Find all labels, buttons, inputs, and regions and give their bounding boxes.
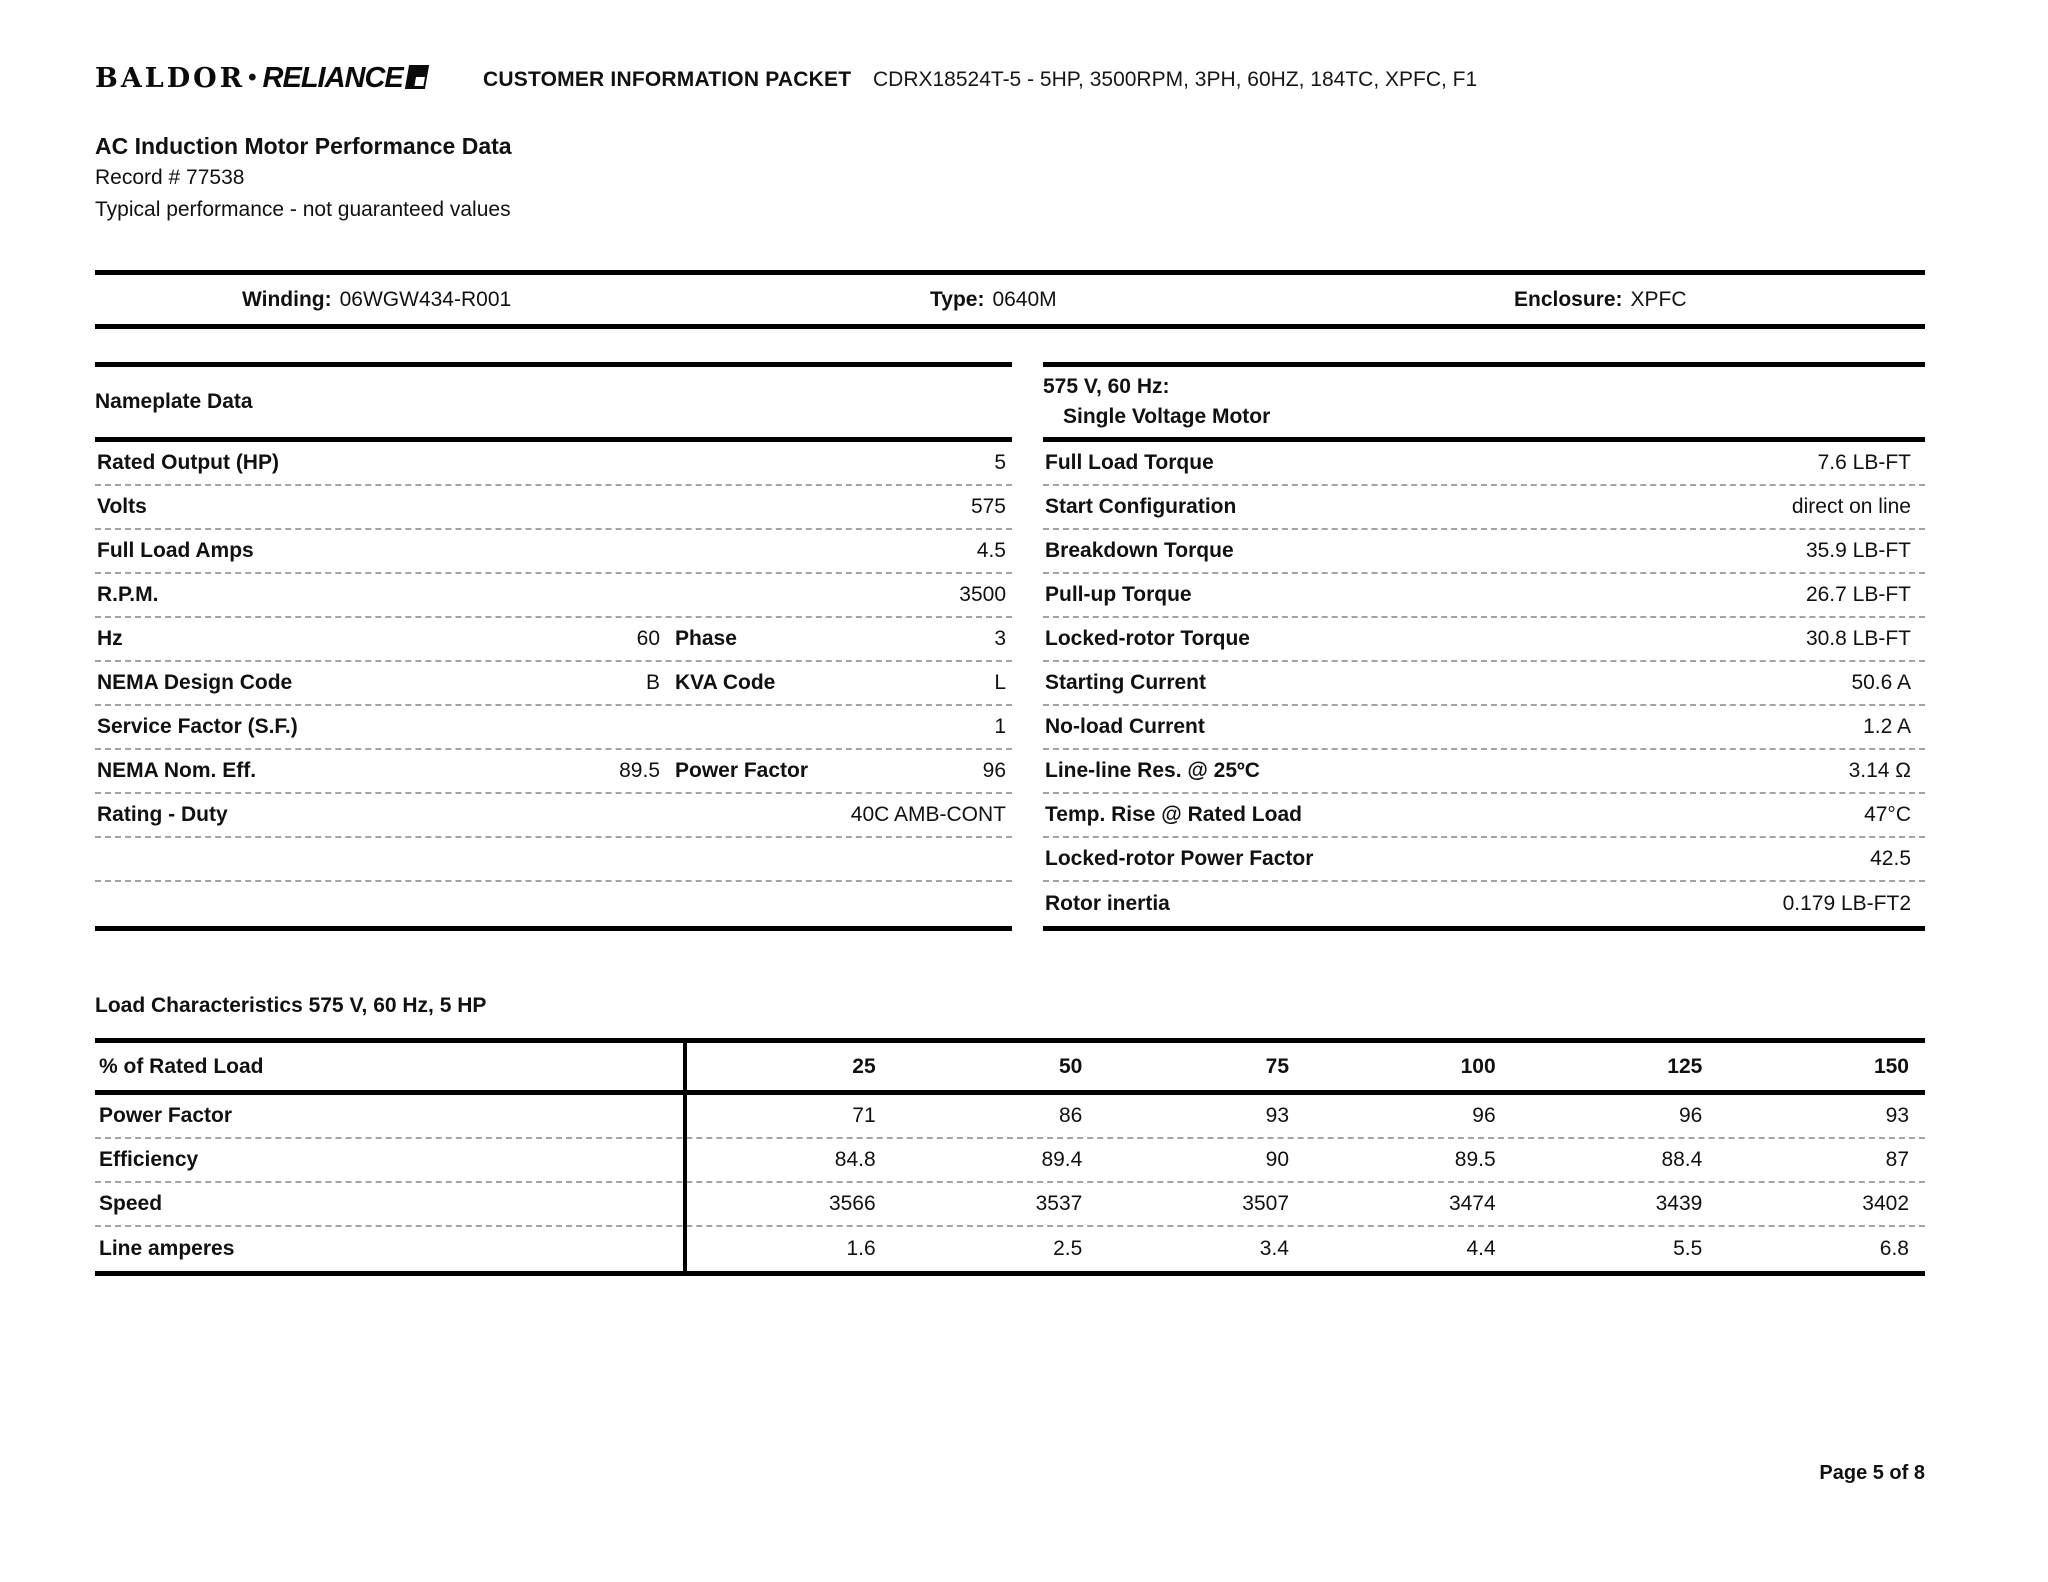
load-row-label: Power Factor [99, 1104, 233, 1127]
divider [95, 1271, 1925, 1276]
row-mid-group [660, 671, 1012, 695]
load-column-header: 75 [1265, 1054, 1289, 1078]
row-label: Start Configuration [1045, 495, 1237, 518]
row-label: Hz [97, 627, 123, 650]
performance-row [1043, 750, 1925, 794]
row-label: R.P.M. [97, 583, 159, 606]
logo-dot: • [248, 64, 257, 91]
page-number: Page 5 of 8 [1819, 1462, 1925, 1484]
load-cell: 3439 [1655, 1192, 1703, 1215]
load-cell: 3566 [828, 1192, 876, 1215]
load-cell: 1.6 [846, 1237, 876, 1260]
load-table-row [95, 1139, 1925, 1183]
row-mid-label: KVA Code [675, 671, 776, 694]
row-value: 7.6 LB-FT [1817, 451, 1911, 474]
load-cell: 93 [1885, 1104, 1909, 1127]
load-column-header: 150 [1873, 1054, 1909, 1078]
row-mid-group [660, 539, 1012, 563]
page-title: AC Induction Motor Performance Data [95, 133, 512, 159]
row-value: L [994, 671, 1006, 694]
performance-row [1043, 530, 1925, 574]
load-header-label: % of Rated Load [99, 1054, 264, 1078]
nameplate-row [95, 750, 1012, 794]
logo-baldor-text: BALDOR [95, 63, 246, 94]
load-column-header: 50 [1058, 1054, 1083, 1078]
row-mid-value: 60 [636, 627, 660, 650]
nameplate-row [95, 530, 1012, 574]
row-label: NEMA Nom. Eff. [97, 759, 257, 782]
row-label: Breakdown Torque [1045, 539, 1234, 562]
load-table-vertical-divider [683, 1038, 687, 1276]
nameplate-row [95, 706, 1012, 750]
nameplate-row [95, 662, 1012, 706]
row-mid-group [660, 583, 1012, 607]
row-value: direct on line [1791, 495, 1911, 518]
logo-reliance-text: RELIANCE [262, 62, 403, 94]
load-table-row [95, 1227, 1925, 1271]
load-cell: 87 [1885, 1148, 1909, 1171]
page-header [95, 60, 1925, 100]
load-cell: 5.5 [1673, 1237, 1703, 1260]
performance-rows [1043, 442, 1925, 926]
row-value: 30.8 LB-FT [1805, 627, 1911, 650]
load-table-rows [95, 1095, 1925, 1271]
type-field [930, 275, 1057, 324]
load-cell: 84.8 [834, 1148, 876, 1171]
load-cell: 6.8 [1879, 1237, 1909, 1260]
row-value: 47°C [1864, 803, 1911, 826]
motor-model-string: CDRX18524T-5 - 5HP, 3500RPM, 3PH, 60HZ, 184TC, XPFC, F1 [873, 68, 1478, 91]
row-label: Line-line Res. @ 25ºC [1045, 759, 1260, 782]
row-value: 1.2 A [1863, 715, 1911, 738]
performance-table-header [1043, 367, 1925, 437]
type-label: Type: [930, 287, 985, 311]
row-mid-label: Power Factor [675, 759, 809, 782]
voltage-title-line1: 575 V, 60 Hz: [1043, 375, 1170, 398]
row-label: No-load Current [1045, 715, 1205, 738]
data-tables [95, 362, 1925, 931]
performance-row [1043, 618, 1925, 662]
nameplate-row [95, 442, 1012, 486]
winding-value: 06WGW434-R001 [339, 287, 512, 311]
load-row-label: Efficiency [99, 1148, 199, 1171]
reliance-flag-icon [405, 65, 429, 89]
row-label: Rating - Duty [97, 803, 228, 826]
row-label: Pull-up Torque [1045, 583, 1192, 606]
row-value: 50.6 A [1851, 671, 1911, 694]
divider [1043, 926, 1925, 931]
row-mid-group [660, 803, 1012, 827]
performance-table [1043, 362, 1925, 931]
performance-row [1043, 486, 1925, 530]
nameplate-row [95, 618, 1012, 662]
row-value: 1 [994, 715, 1006, 738]
load-row-label: Line amperes [99, 1237, 235, 1260]
row-value: 35.9 LB-FT [1805, 539, 1911, 562]
nameplate-table-header [95, 367, 1012, 437]
row-value: 42.5 [1870, 847, 1911, 870]
nameplate-row [95, 882, 1012, 926]
baldor-reliance-logo [95, 62, 427, 95]
performance-row [1043, 574, 1925, 618]
row-label: Full Load Amps [97, 539, 254, 562]
load-characteristics-heading: Load Characteristics 575 V, 60 Hz, 5 HP [95, 994, 487, 1017]
load-cell: 89.4 [1041, 1148, 1083, 1171]
load-cell: 3474 [1448, 1192, 1496, 1215]
winding-label: Winding: [242, 287, 332, 311]
load-cell: 2.5 [1053, 1237, 1083, 1260]
load-column-header: 125 [1667, 1054, 1703, 1078]
load-table-row [95, 1183, 1925, 1227]
load-cell: 3537 [1035, 1192, 1083, 1215]
row-mid-group [660, 759, 1012, 783]
performance-row [1043, 882, 1925, 926]
row-value: 3.14 Ω [1848, 759, 1911, 782]
row-mid-group [660, 715, 1012, 739]
row-label: Service Factor (S.F.) [97, 715, 298, 738]
row-label: Full Load Torque [1045, 451, 1214, 474]
row-value: 4.5 [976, 539, 1006, 562]
load-cell: 90 [1265, 1148, 1289, 1171]
load-cell: 71 [852, 1104, 876, 1127]
record-number: Record # 77538 [95, 166, 245, 189]
performance-row [1043, 662, 1925, 706]
performance-row [1043, 442, 1925, 486]
row-value: 0.179 LB-FT2 [1782, 892, 1911, 915]
load-column-header: 100 [1460, 1054, 1496, 1078]
row-label: Volts [97, 495, 147, 518]
nameplate-row [95, 574, 1012, 618]
voltage-title-line2: Single Voltage Motor [1063, 405, 1271, 428]
load-cell: 89.5 [1454, 1148, 1496, 1171]
row-value: 3 [994, 627, 1006, 650]
row-value: 96 [982, 759, 1006, 782]
row-value: 3500 [959, 583, 1006, 606]
row-label: Rated Output (HP) [97, 451, 279, 474]
load-column-header: 25 [852, 1054, 876, 1078]
load-cell: 3507 [1242, 1192, 1289, 1215]
enclosure-value: XPFC [1630, 287, 1687, 311]
load-cell: 3.4 [1259, 1237, 1289, 1260]
load-table-row [95, 1095, 1925, 1139]
row-value: 26.7 LB-FT [1805, 583, 1911, 606]
row-label: Locked-rotor Power Factor [1045, 847, 1314, 870]
row-label: NEMA Design Code [97, 671, 293, 694]
load-cell: 4.4 [1466, 1237, 1496, 1260]
performance-row [1043, 706, 1925, 750]
row-label: Temp. Rise @ Rated Load [1045, 803, 1302, 826]
load-table-header-row [95, 1043, 1925, 1090]
row-mid-group [660, 451, 1012, 475]
row-mid-label: Phase [675, 627, 737, 650]
row-label: Locked-rotor Torque [1045, 627, 1250, 650]
load-cell: 93 [1265, 1104, 1289, 1127]
row-mid-group [660, 495, 1012, 519]
load-cell: 88.4 [1661, 1148, 1703, 1171]
load-cell: 86 [1058, 1104, 1083, 1127]
row-value: 575 [970, 495, 1006, 518]
title-block [95, 130, 512, 226]
row-mid-group [660, 627, 1012, 651]
performance-row [1043, 838, 1925, 882]
nameplate-row [95, 486, 1012, 530]
load-cell: 96 [1472, 1104, 1496, 1127]
load-characteristics-table [95, 1038, 1925, 1276]
load-row-label: Speed [99, 1192, 163, 1215]
nameplate-row [95, 794, 1012, 838]
nameplate-rows [95, 442, 1012, 926]
type-value: 0640M [992, 287, 1057, 311]
enclosure-label: Enclosure: [1514, 287, 1623, 311]
load-cell: 96 [1678, 1104, 1703, 1127]
row-mid-value: B [645, 671, 660, 694]
divider [95, 926, 1012, 931]
performance-note: Typical performance - not guaranteed values [95, 198, 511, 221]
nameplate-table [95, 362, 1012, 931]
row-label: Starting Current [1045, 671, 1207, 694]
nameplate-row [95, 838, 1012, 882]
row-mid-value: 89.5 [619, 759, 660, 782]
enclosure-field [1514, 275, 1687, 324]
row-value: 40C AMB-CONT [850, 803, 1006, 826]
document-type-label: CUSTOMER INFORMATION PACKET [483, 68, 852, 91]
winding-bar [95, 270, 1925, 329]
load-cell: 3402 [1862, 1192, 1909, 1215]
row-value: 5 [994, 451, 1006, 474]
winding-field [242, 275, 511, 324]
nameplate-title: Nameplate Data [95, 390, 253, 413]
performance-row [1043, 794, 1925, 838]
row-label: Rotor inertia [1045, 892, 1170, 915]
